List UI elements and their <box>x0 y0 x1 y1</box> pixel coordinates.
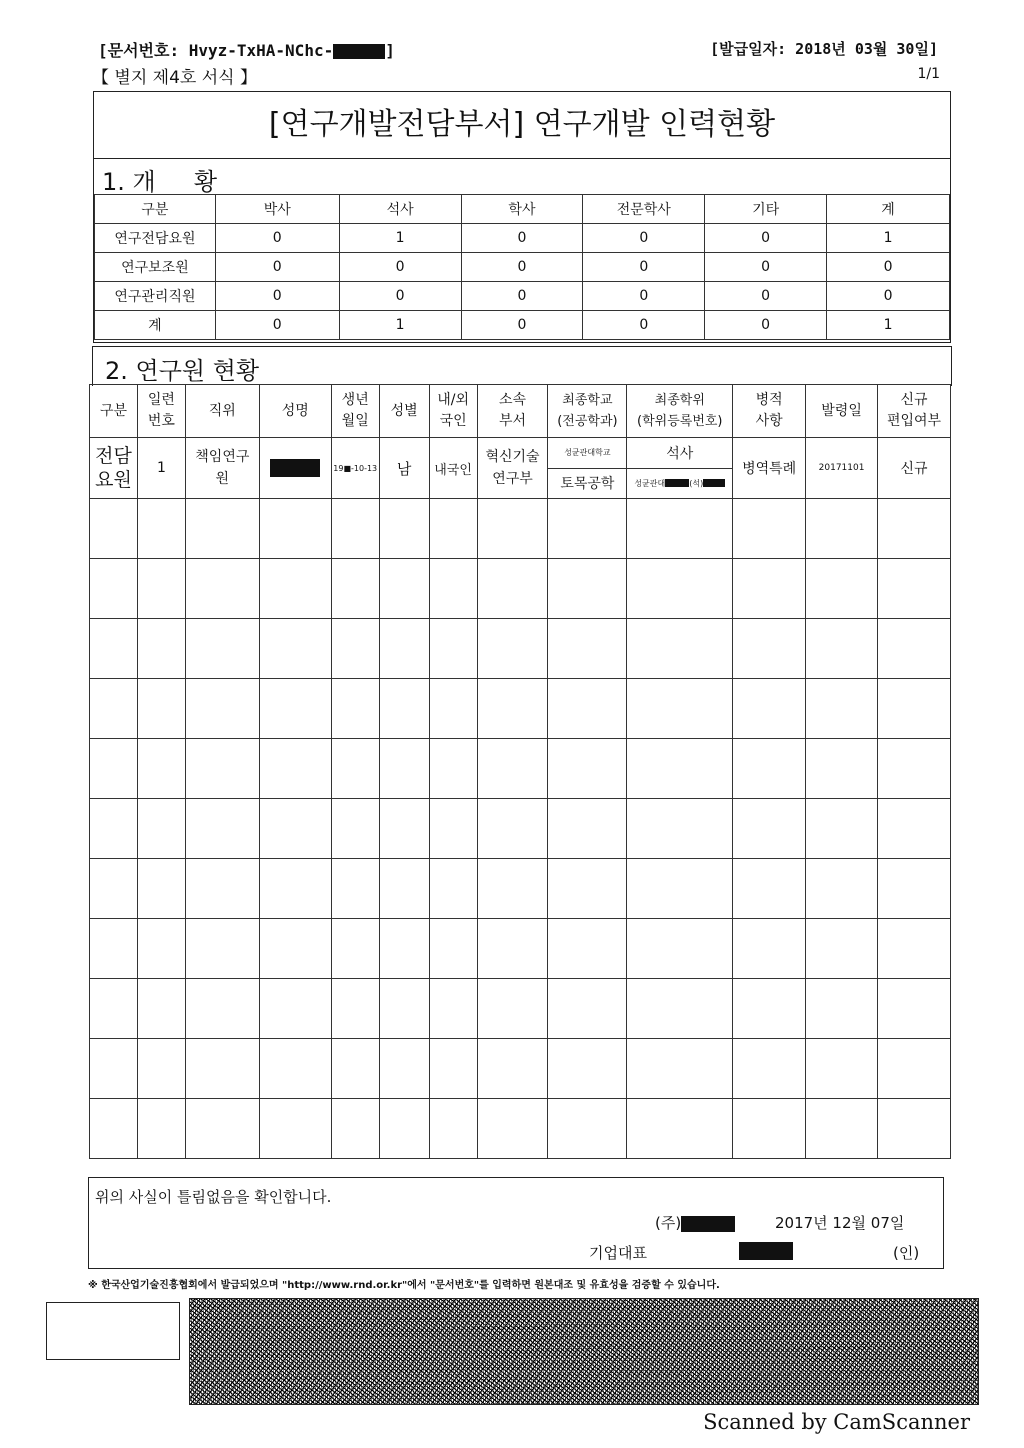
empty-cell <box>259 499 331 559</box>
cell-department: 혁신기술 연구부 <box>477 438 548 499</box>
empty-cell <box>429 919 477 979</box>
empty-cell <box>477 499 548 559</box>
empty-cell <box>185 799 259 859</box>
empty-cell <box>477 739 548 799</box>
empty-cell <box>806 679 878 739</box>
summary-cell: 0 <box>215 253 339 282</box>
col-header: 최종학교 (전공학과) <box>548 385 627 438</box>
empty-cell <box>379 919 429 979</box>
empty-row <box>90 979 951 1039</box>
researcher-header-row <box>90 385 951 438</box>
document-title: [연구개발전담부서] 연구개발 인력현황 <box>94 92 950 159</box>
summary-row-label: 연구관리직원 <box>95 282 216 311</box>
cell-serial: 1 <box>137 438 185 499</box>
col-header: 생년 월일 <box>331 385 379 438</box>
section1-heading: 1. 개 황 <box>102 168 218 196</box>
summary-cell: 1 <box>339 224 461 253</box>
seal-label: (인) <box>893 1244 920 1262</box>
summary-col-header: 전문학사 <box>583 195 705 224</box>
col-header: 직위 <box>185 385 259 438</box>
empty-cell <box>331 679 379 739</box>
empty-cell <box>331 1039 379 1099</box>
empty-cell <box>429 799 477 859</box>
empty-cell <box>90 979 138 1039</box>
empty-cell <box>137 739 185 799</box>
cell-position: 책임연구 원 <box>185 438 259 499</box>
stamp-box <box>46 1302 180 1360</box>
summary-row-label: 연구보조원 <box>95 253 216 282</box>
empty-cell <box>379 1099 429 1159</box>
empty-cell <box>806 559 878 619</box>
summary-cell: 0 <box>339 253 461 282</box>
company-redaction <box>681 1216 735 1232</box>
empty-cell <box>733 499 806 559</box>
empty-cell <box>878 679 951 739</box>
empty-cell <box>627 679 733 739</box>
empty-cell <box>429 619 477 679</box>
col-header: 구분 <box>90 385 138 438</box>
summary-col-header: 계 <box>827 195 950 224</box>
section2-heading: 2. 연구원 현황 <box>105 357 260 385</box>
summary-cell: 0 <box>339 282 461 311</box>
empty-cell <box>185 1099 259 1159</box>
empty-cell <box>627 1099 733 1159</box>
summary-cell: 1 <box>827 311 950 340</box>
empty-cell <box>878 1039 951 1099</box>
empty-cell <box>627 739 733 799</box>
empty-cell <box>627 1039 733 1099</box>
empty-cell <box>477 799 548 859</box>
summary-cell: 0 <box>461 282 583 311</box>
summary-row-label: 계 <box>95 311 216 340</box>
empty-cell <box>331 739 379 799</box>
empty-cell <box>429 979 477 1039</box>
empty-cell <box>137 979 185 1039</box>
empty-cell <box>90 919 138 979</box>
degree-reg-text: 성균관대 <box>634 478 666 488</box>
empty-cell <box>331 979 379 1039</box>
empty-cell <box>806 739 878 799</box>
col-header: 소속 부서 <box>477 385 548 438</box>
empty-cell <box>429 559 477 619</box>
empty-cell <box>806 1099 878 1159</box>
summary-row <box>95 253 950 282</box>
security-pattern <box>189 1298 979 1405</box>
empty-row <box>90 919 951 979</box>
empty-cell <box>185 1039 259 1099</box>
summary-cell: 0 <box>583 253 705 282</box>
empty-cell <box>137 679 185 739</box>
researcher-table <box>89 384 951 1159</box>
page-number: 1/1 <box>917 66 940 82</box>
empty-cell <box>548 1099 627 1159</box>
form-label: 【 별지 제4호 서식 】 <box>92 68 257 88</box>
empty-cell <box>733 919 806 979</box>
empty-cell <box>429 679 477 739</box>
empty-cell <box>90 739 138 799</box>
summary-cell: 0 <box>461 253 583 282</box>
section2-header-box <box>92 346 952 386</box>
empty-row <box>90 1039 951 1099</box>
empty-cell <box>137 799 185 859</box>
empty-cell <box>90 1039 138 1099</box>
empty-cell <box>806 799 878 859</box>
empty-cell <box>477 559 548 619</box>
cell-birth: 19■-10-13 <box>331 438 379 499</box>
empty-cell <box>137 559 185 619</box>
empty-cell <box>379 559 429 619</box>
empty-cell <box>733 1039 806 1099</box>
empty-row <box>90 619 951 679</box>
empty-cell <box>379 979 429 1039</box>
summary-cell: 0 <box>705 224 827 253</box>
summary-row-label: 연구전담요원 <box>95 224 216 253</box>
empty-cell <box>331 619 379 679</box>
cell-appointed: 20171101 <box>806 438 878 499</box>
empty-cell <box>878 919 951 979</box>
cell-degree-reg <box>627 468 733 499</box>
col-header: 일련 번호 <box>137 385 185 438</box>
empty-cell <box>331 559 379 619</box>
empty-cell <box>429 1099 477 1159</box>
empty-cell <box>185 499 259 559</box>
issue-date: [발급일자: 2018년 03월 30일] <box>710 40 938 58</box>
researcher-row <box>90 438 951 469</box>
empty-row <box>90 739 951 799</box>
empty-cell <box>185 559 259 619</box>
empty-cell <box>259 1039 331 1099</box>
summary-cell: 0 <box>827 282 950 311</box>
empty-cell <box>878 499 951 559</box>
summary-cell: 1 <box>827 224 950 253</box>
summary-cell: 0 <box>827 253 950 282</box>
summary-col-header: 기타 <box>705 195 827 224</box>
empty-cell <box>477 679 548 739</box>
redaction-block <box>333 44 385 59</box>
empty-cell <box>548 1039 627 1099</box>
representative-label: 기업대표 <box>589 1244 647 1262</box>
summary-col-header: 박사 <box>215 195 339 224</box>
empty-cell <box>259 859 331 919</box>
scanner-watermark: Scanned by CamScanner <box>703 1410 970 1434</box>
empty-cell <box>137 1039 185 1099</box>
empty-row <box>90 679 951 739</box>
empty-cell <box>90 799 138 859</box>
empty-cell <box>379 1039 429 1099</box>
summary-col-header: 석사 <box>339 195 461 224</box>
empty-cell <box>878 859 951 919</box>
empty-row <box>90 559 951 619</box>
empty-cell <box>548 619 627 679</box>
empty-cell <box>259 799 331 859</box>
empty-cell <box>90 499 138 559</box>
cell-school: 성균관대학교 <box>548 438 627 469</box>
col-header: 신규 편입여부 <box>878 385 951 438</box>
empty-row <box>90 859 951 919</box>
cell-degree: 석사 <box>627 438 733 469</box>
empty-cell <box>733 979 806 1039</box>
empty-cell <box>627 499 733 559</box>
empty-cell <box>259 559 331 619</box>
empty-cell <box>477 619 548 679</box>
cell-nationality: 내국인 <box>429 438 477 499</box>
col-header: 발령일 <box>806 385 878 438</box>
empty-cell <box>259 1099 331 1159</box>
empty-cell <box>185 859 259 919</box>
empty-cell <box>137 1099 185 1159</box>
empty-cell <box>806 859 878 919</box>
col-header: 성별 <box>379 385 429 438</box>
empty-cell <box>548 679 627 739</box>
cell-major: 토목공학 <box>548 468 627 499</box>
company-prefix: (주) <box>655 1214 682 1232</box>
col-header: 내/외 국인 <box>429 385 477 438</box>
empty-cell <box>90 559 138 619</box>
summary-cell: 0 <box>705 282 827 311</box>
empty-cell <box>259 739 331 799</box>
summary-frame <box>93 91 951 343</box>
empty-cell <box>477 859 548 919</box>
empty-cell <box>733 799 806 859</box>
degree-reg-redaction <box>703 479 725 487</box>
cell-military: 병역특례 <box>733 438 806 499</box>
empty-cell <box>379 739 429 799</box>
summary-cell: 0 <box>461 224 583 253</box>
verification-footnote: ※ 한국산업기술진흥협회에서 발급되었으며 "http://www.rnd.or.kr"에서 "문서번호"를 입력하면 원본대조 및 유효성을 검증할 수 있습니다. <box>88 1280 720 1291</box>
empty-cell <box>477 1039 548 1099</box>
empty-cell <box>90 679 138 739</box>
empty-cell <box>627 859 733 919</box>
empty-cell <box>185 739 259 799</box>
degree-reg-redaction <box>665 479 689 487</box>
cell-new-entry: 신규 <box>878 438 951 499</box>
empty-cell <box>627 979 733 1039</box>
empty-cell <box>733 859 806 919</box>
empty-cell <box>259 679 331 739</box>
empty-cell <box>878 619 951 679</box>
empty-cell <box>90 619 138 679</box>
empty-cell <box>627 619 733 679</box>
empty-cell <box>185 919 259 979</box>
empty-cell <box>259 919 331 979</box>
document-number-end: ] <box>385 41 395 60</box>
col-header: 최종학위 (학위등록번호) <box>627 385 733 438</box>
summary-cell: 0 <box>705 253 827 282</box>
empty-cell <box>627 919 733 979</box>
empty-cell <box>878 979 951 1039</box>
empty-cell <box>185 619 259 679</box>
document-number <box>98 38 395 61</box>
empty-cell <box>90 1099 138 1159</box>
summary-col-header: 구분 <box>95 195 216 224</box>
cell-category: 전담 요원 <box>90 438 138 499</box>
empty-cell <box>185 679 259 739</box>
summary-header-row <box>95 195 950 224</box>
summary-cell: 0 <box>583 311 705 340</box>
empty-cell <box>477 979 548 1039</box>
empty-cell <box>733 559 806 619</box>
empty-cell <box>548 799 627 859</box>
empty-cell <box>379 859 429 919</box>
empty-cell <box>137 919 185 979</box>
empty-cell <box>331 859 379 919</box>
confirmation-statement: 위의 사실이 틀림없음을 확인합니다. <box>95 1188 332 1206</box>
empty-cell <box>185 979 259 1039</box>
empty-cell <box>878 739 951 799</box>
summary-total-row <box>95 311 950 340</box>
summary-cell: 0 <box>705 311 827 340</box>
empty-cell <box>331 1099 379 1159</box>
empty-cell <box>379 619 429 679</box>
empty-cell <box>806 1039 878 1099</box>
summary-cell: 0 <box>461 311 583 340</box>
name-redaction <box>270 459 320 477</box>
empty-cell <box>733 1099 806 1159</box>
cell-gender: 남 <box>379 438 429 499</box>
empty-cell <box>548 739 627 799</box>
summary-table <box>94 194 950 340</box>
summary-cell: 0 <box>215 311 339 340</box>
empty-cell <box>548 979 627 1039</box>
empty-row <box>90 799 951 859</box>
empty-cell <box>878 799 951 859</box>
empty-cell <box>259 979 331 1039</box>
company-name <box>655 1212 735 1233</box>
empty-cell <box>806 499 878 559</box>
summary-cell: 0 <box>583 224 705 253</box>
empty-cell <box>137 499 185 559</box>
empty-cell <box>627 559 733 619</box>
empty-cell <box>331 799 379 859</box>
summary-row <box>95 224 950 253</box>
empty-cell <box>806 919 878 979</box>
empty-row <box>90 1099 951 1159</box>
document-number-text: [문서번호: Hvyz-TxHA-NChc- <box>98 41 334 60</box>
cell-name <box>259 438 331 499</box>
degree-reg-suffix: (석) <box>689 478 704 488</box>
col-header: 성명 <box>259 385 331 438</box>
empty-cell <box>548 559 627 619</box>
summary-cell: 0 <box>583 282 705 311</box>
empty-cell <box>137 619 185 679</box>
empty-cell <box>331 499 379 559</box>
empty-cell <box>878 1099 951 1159</box>
empty-cell <box>548 859 627 919</box>
empty-cell <box>429 1039 477 1099</box>
empty-cell <box>548 919 627 979</box>
empty-cell <box>548 499 627 559</box>
empty-cell <box>379 499 429 559</box>
empty-cell <box>733 679 806 739</box>
empty-cell <box>90 859 138 919</box>
empty-cell <box>379 679 429 739</box>
empty-cell <box>627 799 733 859</box>
empty-cell <box>331 919 379 979</box>
empty-cell <box>429 739 477 799</box>
empty-cell <box>733 739 806 799</box>
empty-cell <box>477 919 548 979</box>
summary-cell: 1 <box>339 311 461 340</box>
confirmation-box <box>88 1177 944 1269</box>
empty-cell <box>429 499 477 559</box>
summary-cell: 0 <box>215 224 339 253</box>
empty-cell <box>733 619 806 679</box>
summary-row <box>95 282 950 311</box>
summary-cell: 0 <box>215 282 339 311</box>
empty-cell <box>477 1099 548 1159</box>
empty-cell <box>379 799 429 859</box>
empty-row <box>90 499 951 559</box>
col-header: 병적 사항 <box>733 385 806 438</box>
empty-cell <box>806 979 878 1039</box>
empty-cell <box>878 559 951 619</box>
confirmation-date: 2017년 12월 07일 <box>775 1214 905 1232</box>
summary-col-header: 학사 <box>461 195 583 224</box>
empty-cell <box>806 619 878 679</box>
empty-cell <box>259 619 331 679</box>
representative-redaction <box>739 1242 793 1260</box>
empty-cell <box>429 859 477 919</box>
empty-cell <box>137 859 185 919</box>
